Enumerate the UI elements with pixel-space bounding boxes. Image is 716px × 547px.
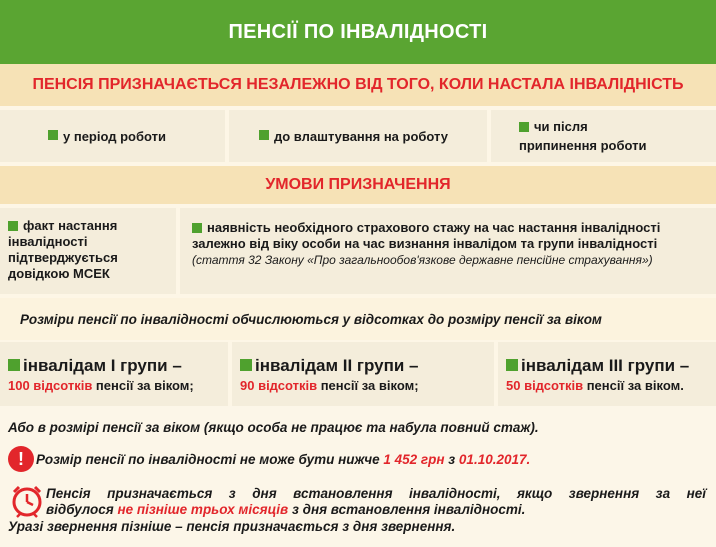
green-square-icon <box>240 359 252 371</box>
page-title: ПЕНСІЇ ПО ІНВАЛІДНОСТІ <box>0 0 716 64</box>
period-before-work: до влаштування на роботу <box>229 110 487 162</box>
periods-row <box>0 110 716 162</box>
group-1: інвалідам I групи – 100 відсотків пенсії за віком; <box>0 342 228 406</box>
condition-msek: факт настання інвалідності підтверджується довідкою МСЕК <box>0 208 176 294</box>
min-size-note: Розмір пенсії по інвалідності не може бути нижче 1 452 грн з 01.10.2017. <box>36 452 531 467</box>
green-square-icon <box>192 223 202 233</box>
bottom-notes <box>0 406 716 547</box>
group-1-percent: 100 відсотків <box>8 377 93 393</box>
exclamation-icon: ! <box>8 446 34 472</box>
group-2-percent: 90 відсотків <box>240 377 318 393</box>
conditions-row <box>0 208 716 294</box>
calculation-note: Розміри пенсії по інвалідності обчислюються у відсотках до розміру пенсії за віком <box>0 298 716 340</box>
alt-size-note: Або в розмірі пенсії за віком (якщо особа не працює та набула повний стаж). <box>8 420 539 435</box>
green-square-icon <box>8 359 20 371</box>
green-square-icon <box>506 359 518 371</box>
assignment-note-line-a: Пенсія призначається з дня встановлення інвалідності, якщо звернення за неї <box>46 486 706 501</box>
min-amount: 1 452 грн <box>383 452 445 467</box>
green-square-icon <box>48 130 58 140</box>
period-during-work: у період роботи <box>0 110 225 162</box>
min-date: 01.10.2017. <box>458 452 531 467</box>
period-after-work: чи після припинення роботи <box>491 110 716 162</box>
assigned-regardless-banner: ПЕНСІЯ ПРИЗНАЧАЄТЬСЯ НЕЗАЛЕЖНО ВІД ТОГО, КОЛИ НАСТАЛА ІНВАЛІДНІСТЬ <box>0 64 716 106</box>
green-square-icon <box>259 130 269 140</box>
groups-row <box>0 342 716 406</box>
group-2: інвалідам II групи – 90 відсотків пенсії за віком; <box>232 342 494 406</box>
group-3-percent: 50 відсотків <box>506 377 584 393</box>
late-application-note: Уразі звернення пізніше – пенсія призначається з дня звернення. <box>8 519 456 534</box>
green-square-icon <box>8 221 18 231</box>
group-3: інвалідам III групи – 50 відсотків пенсії за віком. <box>498 342 716 406</box>
three-months-highlight: не пізніше трьох місяців <box>117 502 289 517</box>
condition-insurance-experience: наявність необхідного страхового стажу на час настання інвалідності залежно від віку особи на час визнання інвалідом та групи інвалідності (стаття 32 Закону «Про загальнообов'язкове державне пенсійне страхування») <box>180 208 716 294</box>
conditions-heading: УМОВИ ПРИЗНАЧЕННЯ <box>0 166 716 204</box>
assignment-note-line-b: відбулося не пізніше трьох місяців з дня встановлення інвалідності. <box>46 502 526 517</box>
law-reference: (стаття 32 Закону «Про загальнообов'язкове державне пенсійне страхування») <box>192 253 653 267</box>
green-square-icon <box>519 122 529 132</box>
clock-icon <box>10 484 44 518</box>
